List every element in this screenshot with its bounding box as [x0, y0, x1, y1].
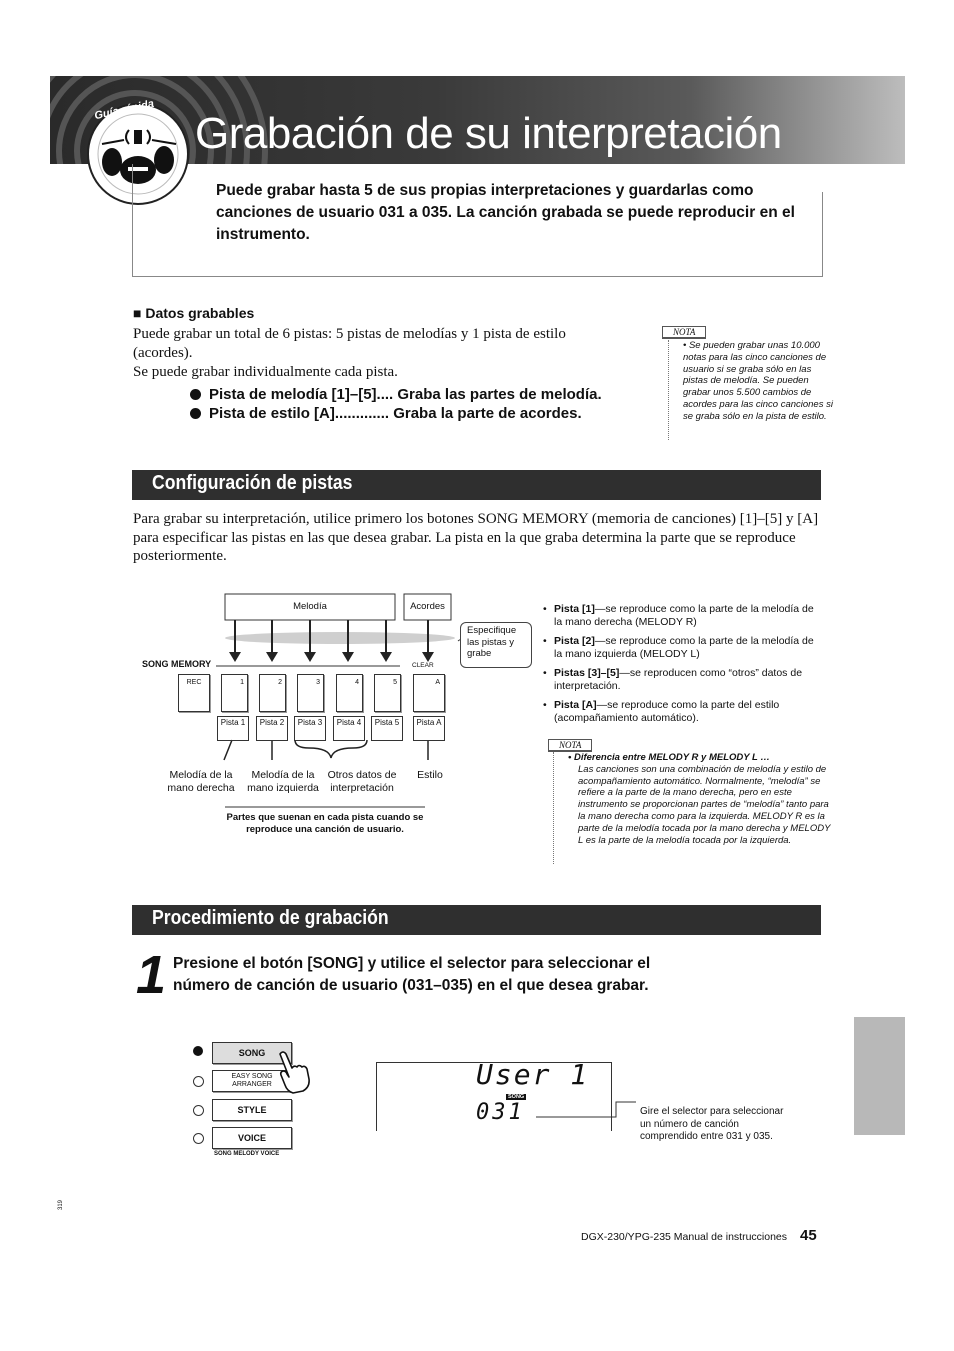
callout-line [536, 1100, 640, 1120]
bullet-melodia [190, 386, 602, 403]
bullet-dot-icon [190, 389, 201, 400]
rec-button[interactable] [178, 674, 210, 712]
track-note-4-text: —se reproduce como la parte del estilo (acompañamiento automático). [554, 699, 780, 724]
track-button-3-label: 3 [316, 679, 320, 686]
part-melodia-izquierda: Melodía de la mano izquierda [247, 769, 319, 794]
track-note-1-text: —se reproduce como la parte de la melodía de la mano derecha (MELODY R) [554, 603, 814, 628]
bullet-dot-icon [190, 408, 201, 419]
section-configuracion-title: Configuración de pistas [152, 472, 353, 494]
lcd-song-number: 031 [476, 1100, 525, 1125]
track-button-4-label: 4 [355, 679, 359, 686]
song-melody-voice-label: SONG MELODY VOICE [214, 1151, 280, 1157]
track-note-3: • Pistas [3]–[5]—se reproducen como “otros” datos de interpretación. [543, 667, 803, 692]
pista-1-box: Pista 1 [217, 716, 249, 741]
style-button[interactable]: STYLE [212, 1099, 292, 1121]
track-button-1[interactable] [221, 674, 248, 712]
pista-4-box: Pista 4 [333, 716, 365, 741]
section-procedimiento-title: Procedimiento de grabación [152, 907, 389, 929]
track-button-5-label: 5 [393, 679, 397, 686]
nota-2-title: • Diferencia entre MELODY R y MELODY L … [568, 752, 770, 763]
track-notes-list [543, 603, 821, 731]
pista-3-box: Pista 3 [294, 716, 326, 741]
part-melodia-derecha: Melodía de la mano derecha [167, 769, 235, 794]
especifique-callout [460, 622, 532, 668]
track-button-2-label: 2 [278, 679, 282, 686]
step-number: 1 [136, 945, 167, 1005]
track-note-2-text: —se reproduce como la parte de la melodía de la mano izquierda (MELODY L) [554, 635, 814, 660]
lcd-user-text: User 1 [476, 1058, 590, 1091]
datos-line-2: Se puede grabar individualmente cada pista. [133, 364, 398, 380]
song-button[interactable]: SONG [212, 1042, 292, 1064]
part-estilo: Estilo [417, 769, 443, 781]
intro-text: Puede grabar hasta 5 de sus propias interpretaciones y guardarlas como canciones de usuario 031 a 035. La canción grabada se puede reproducir en el instrumento. [216, 182, 795, 243]
section-procedimiento-bar [132, 905, 821, 935]
track-button-3[interactable] [297, 674, 324, 712]
easy-song-led-icon [193, 1076, 204, 1087]
nota-box-1 [668, 340, 835, 440]
voice-led-icon [193, 1133, 204, 1144]
song-led-icon [193, 1046, 203, 1056]
side-tab [854, 1017, 905, 1135]
bullet-estilo [190, 405, 582, 422]
track-note-3-text: —se reproducen como “otros” datos de interpretación. [554, 667, 803, 692]
section-configuracion-body: Para grabar su interpretación, utilice primero los botones SONG MEMORY (memoria de canciones) [1]–[5] y [A] para especificar las pistas en las que desea grabar. La pista en la que graba determina la parte que se reproduce posteriormente. [133, 511, 819, 564]
part-otros-datos: Otros datos de interpretación [327, 769, 397, 794]
step-text: Presione el botón [SONG] y utilice el selector para seleccionar el número de canción de usuario (031–035) en el que desea grabar. [173, 955, 651, 994]
track-button-a[interactable] [413, 674, 445, 712]
rec-button-label: REC [186, 679, 202, 686]
pista-5-box: Pista 5 [371, 716, 403, 741]
selector-callout: Gire el selector para seleccionar un número de canción comprendido entre 031 y 035. [640, 1106, 784, 1142]
bullet-melodia-text: Pista de melodía [1]–[5].... Graba las partes de melodía. [209, 386, 602, 403]
track-button-1-label: 1 [240, 679, 244, 686]
track-note-2: • Pista [2]—se reproduce como la parte de la melodía de la mano izquierda (MELODY L) [543, 635, 814, 660]
nota-1-text: • Se pueden grabar unas 10.000 notas para las cinco canciones de usuario si se graba sólo en las pistas de melodía. Se pueden grabar unos 5.500 cambios de acordes para las cinco canciones si se graba sólo en la pista de estilo. [683, 340, 833, 422]
nota-box-2 [553, 752, 834, 864]
footer-code: 319 [58, 1199, 64, 1210]
lcd-song-badge: SONG [508, 1094, 525, 1100]
voice-button[interactable]: VOICE [212, 1127, 292, 1149]
pointing-hand-icon [272, 1048, 310, 1094]
track-diagram [140, 590, 540, 840]
easy-song-arranger-label: EASY SONG ARRANGER [231, 1073, 273, 1088]
track-note-2-bold: Pista [2] [554, 635, 595, 647]
melodia-label: Melodía [293, 601, 327, 612]
guia-rapida-badge: Guía rápida [93, 97, 156, 123]
datos-heading: ■ Datos grabables [133, 305, 255, 321]
track-button-5[interactable] [374, 674, 401, 712]
page-title: Grabación de su interpretación [195, 109, 782, 158]
pista-2-box: Pista 2 [256, 716, 288, 741]
track-note-3-bold: Pistas [3]–[5] [554, 667, 620, 679]
page-number: 45 [800, 1227, 817, 1244]
nota-2-text: Las canciones son una combinación de melodía y estilo de acompañamiento automático. Normalmente, “melodía” se refiere a la parte de la mano derecha, pero en este instrumento se proporcionan partes de “melodía” tanto para la mano derecha como para la izquierda. MELODY R es la parte de la melodía tocada por la mano derecha y MELODY L es la parte de la melodía tocada por la izquierda. [578, 763, 831, 846]
track-note-1: • Pista [1]—se reproduce como la parte de la melodía de la mano derecha (MELODY R) [543, 603, 814, 628]
style-led-icon [193, 1105, 204, 1116]
footer-manual: DGX-230/YPG-235 Manual de instrucciones [581, 1231, 788, 1243]
track-button-a-label: A [435, 679, 440, 686]
nota-1-label: NOTA [662, 326, 706, 339]
track-note-4: • Pista [A]—se reproduce como la parte del estilo (acompañamiento automático). [543, 699, 780, 724]
track-button-2[interactable] [259, 674, 286, 712]
pista-a-box: Pista A [413, 716, 445, 741]
track-button-4[interactable] [336, 674, 363, 712]
datos-line-1: Puede grabar un total de 6 pistas: 5 pistas de melodías y 1 pista de estilo (acordes). [133, 326, 566, 361]
bullet-estilo-text: Pista de estilo [A]............. Graba la parte de acordes. [209, 405, 582, 422]
clear-label: CLEAR [412, 662, 434, 669]
song-memory-label: SONG MEMORY [142, 659, 212, 669]
nota-2-label: NOTA [548, 739, 592, 752]
track-note-1-bold: Pista [1] [554, 603, 595, 615]
acordes-label: Acordes [410, 601, 445, 612]
section-configuracion-bar [132, 470, 821, 500]
especifique-text: Especifique las pistas y grabe [467, 625, 517, 659]
track-note-4-bold: Pista [A] [554, 699, 597, 711]
diagram-caption: Partes que suenan en cada pista cuando se reproduce una canción de usuario. [226, 812, 424, 835]
